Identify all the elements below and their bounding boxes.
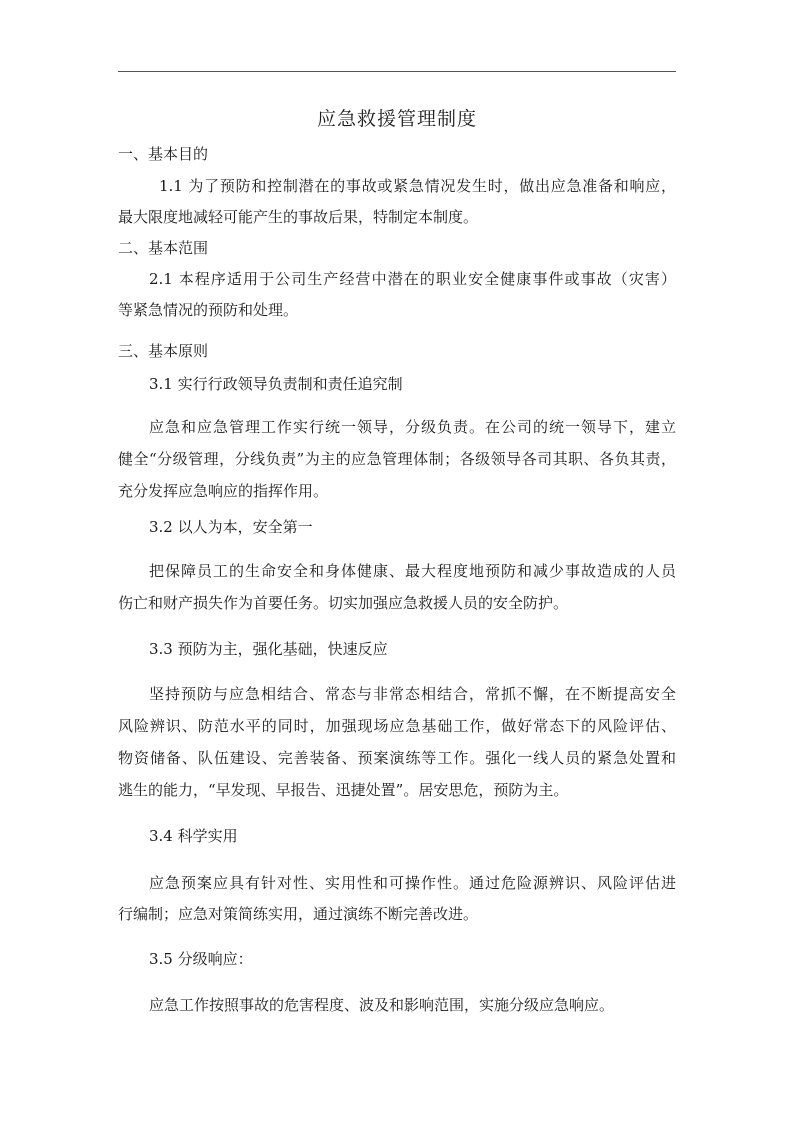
subsection-heading: 3.2 以人为本，安全第一 [149, 518, 313, 536]
subsection-heading: 3.4 科学实用 [149, 827, 238, 845]
paragraph-line: 行编制；应急对策简练实用，通过演练不断完善改进。 [118, 905, 479, 923]
header-rule [118, 71, 676, 72]
section-heading-2: 二、基本范围 [118, 239, 209, 257]
paragraph-line: 应急和应急管理工作实行统一领导，分级负责。在公司的统一领导下，建立 [149, 418, 676, 436]
paragraph-line: 1.1 为了预防和控制潜在的事故或紧急情况发生时，做出应急准备和响应， [159, 177, 676, 195]
subsection-heading: 3.3 预防为主，强化基础，快速反应 [149, 640, 388, 658]
section-heading-3: 三、基本原则 [118, 342, 209, 360]
paragraph-line: 应急工作按照事故的危害程度、波及和影响范围，实施分级应急响应。 [149, 996, 615, 1014]
document-title: 应急救援管理制度 [316, 108, 477, 130]
paragraph-line: 等紧急情况的预防和处理。 [118, 301, 299, 319]
paragraph-line: 坚持预防与应急相结合、常态与非常态相结合，常抓不懈，在不断提高安全 [149, 685, 676, 703]
paragraph-line: 逃生的能力，“早发现、早报告、迅捷处置”。居安思危，预防为主。 [118, 781, 569, 799]
subsection-heading: 3.1 实行行政领导负责制和责任追究制 [149, 375, 403, 393]
paragraph-line: 风险辨识、防范水平的同时，加强现场应急基础工作，做好常态下的风险评估、 [118, 717, 676, 735]
paragraph-line: 健全“分级管理，分线负责”为主的应急管理体制；各级领导各司其职、各负其责， [118, 450, 676, 468]
paragraph-line: 物资储备、队伍建设、完善装备、预案演练等工作。强化一线人员的紧急处置和 [118, 749, 676, 767]
paragraph-line: 伤亡和财产损失作为首要任务。切实加强应急救援人员的安全防护。 [118, 594, 569, 612]
paragraph-line: 充分发挥应急响应的指挥作用。 [118, 482, 329, 500]
paragraph-line: 把保障员工的生命安全和身体健康、最大程度地预防和减少事故造成的人员 [149, 562, 676, 580]
subsection-heading: 3.5 分级响应： [149, 950, 253, 968]
section-heading-1: 一、基本目的 [118, 145, 209, 163]
paragraph-line: 应急预案应具有针对性、实用性和可操作性。通过危险源辨识、风险评估进 [149, 874, 676, 892]
paragraph-line: 最大限度地减轻可能产生的事故后果，特制定本制度。 [118, 208, 479, 226]
paragraph-line: 2.1 本程序适用于公司生产经营中潜在的职业安全健康事件或事故（灾害） [149, 270, 676, 288]
